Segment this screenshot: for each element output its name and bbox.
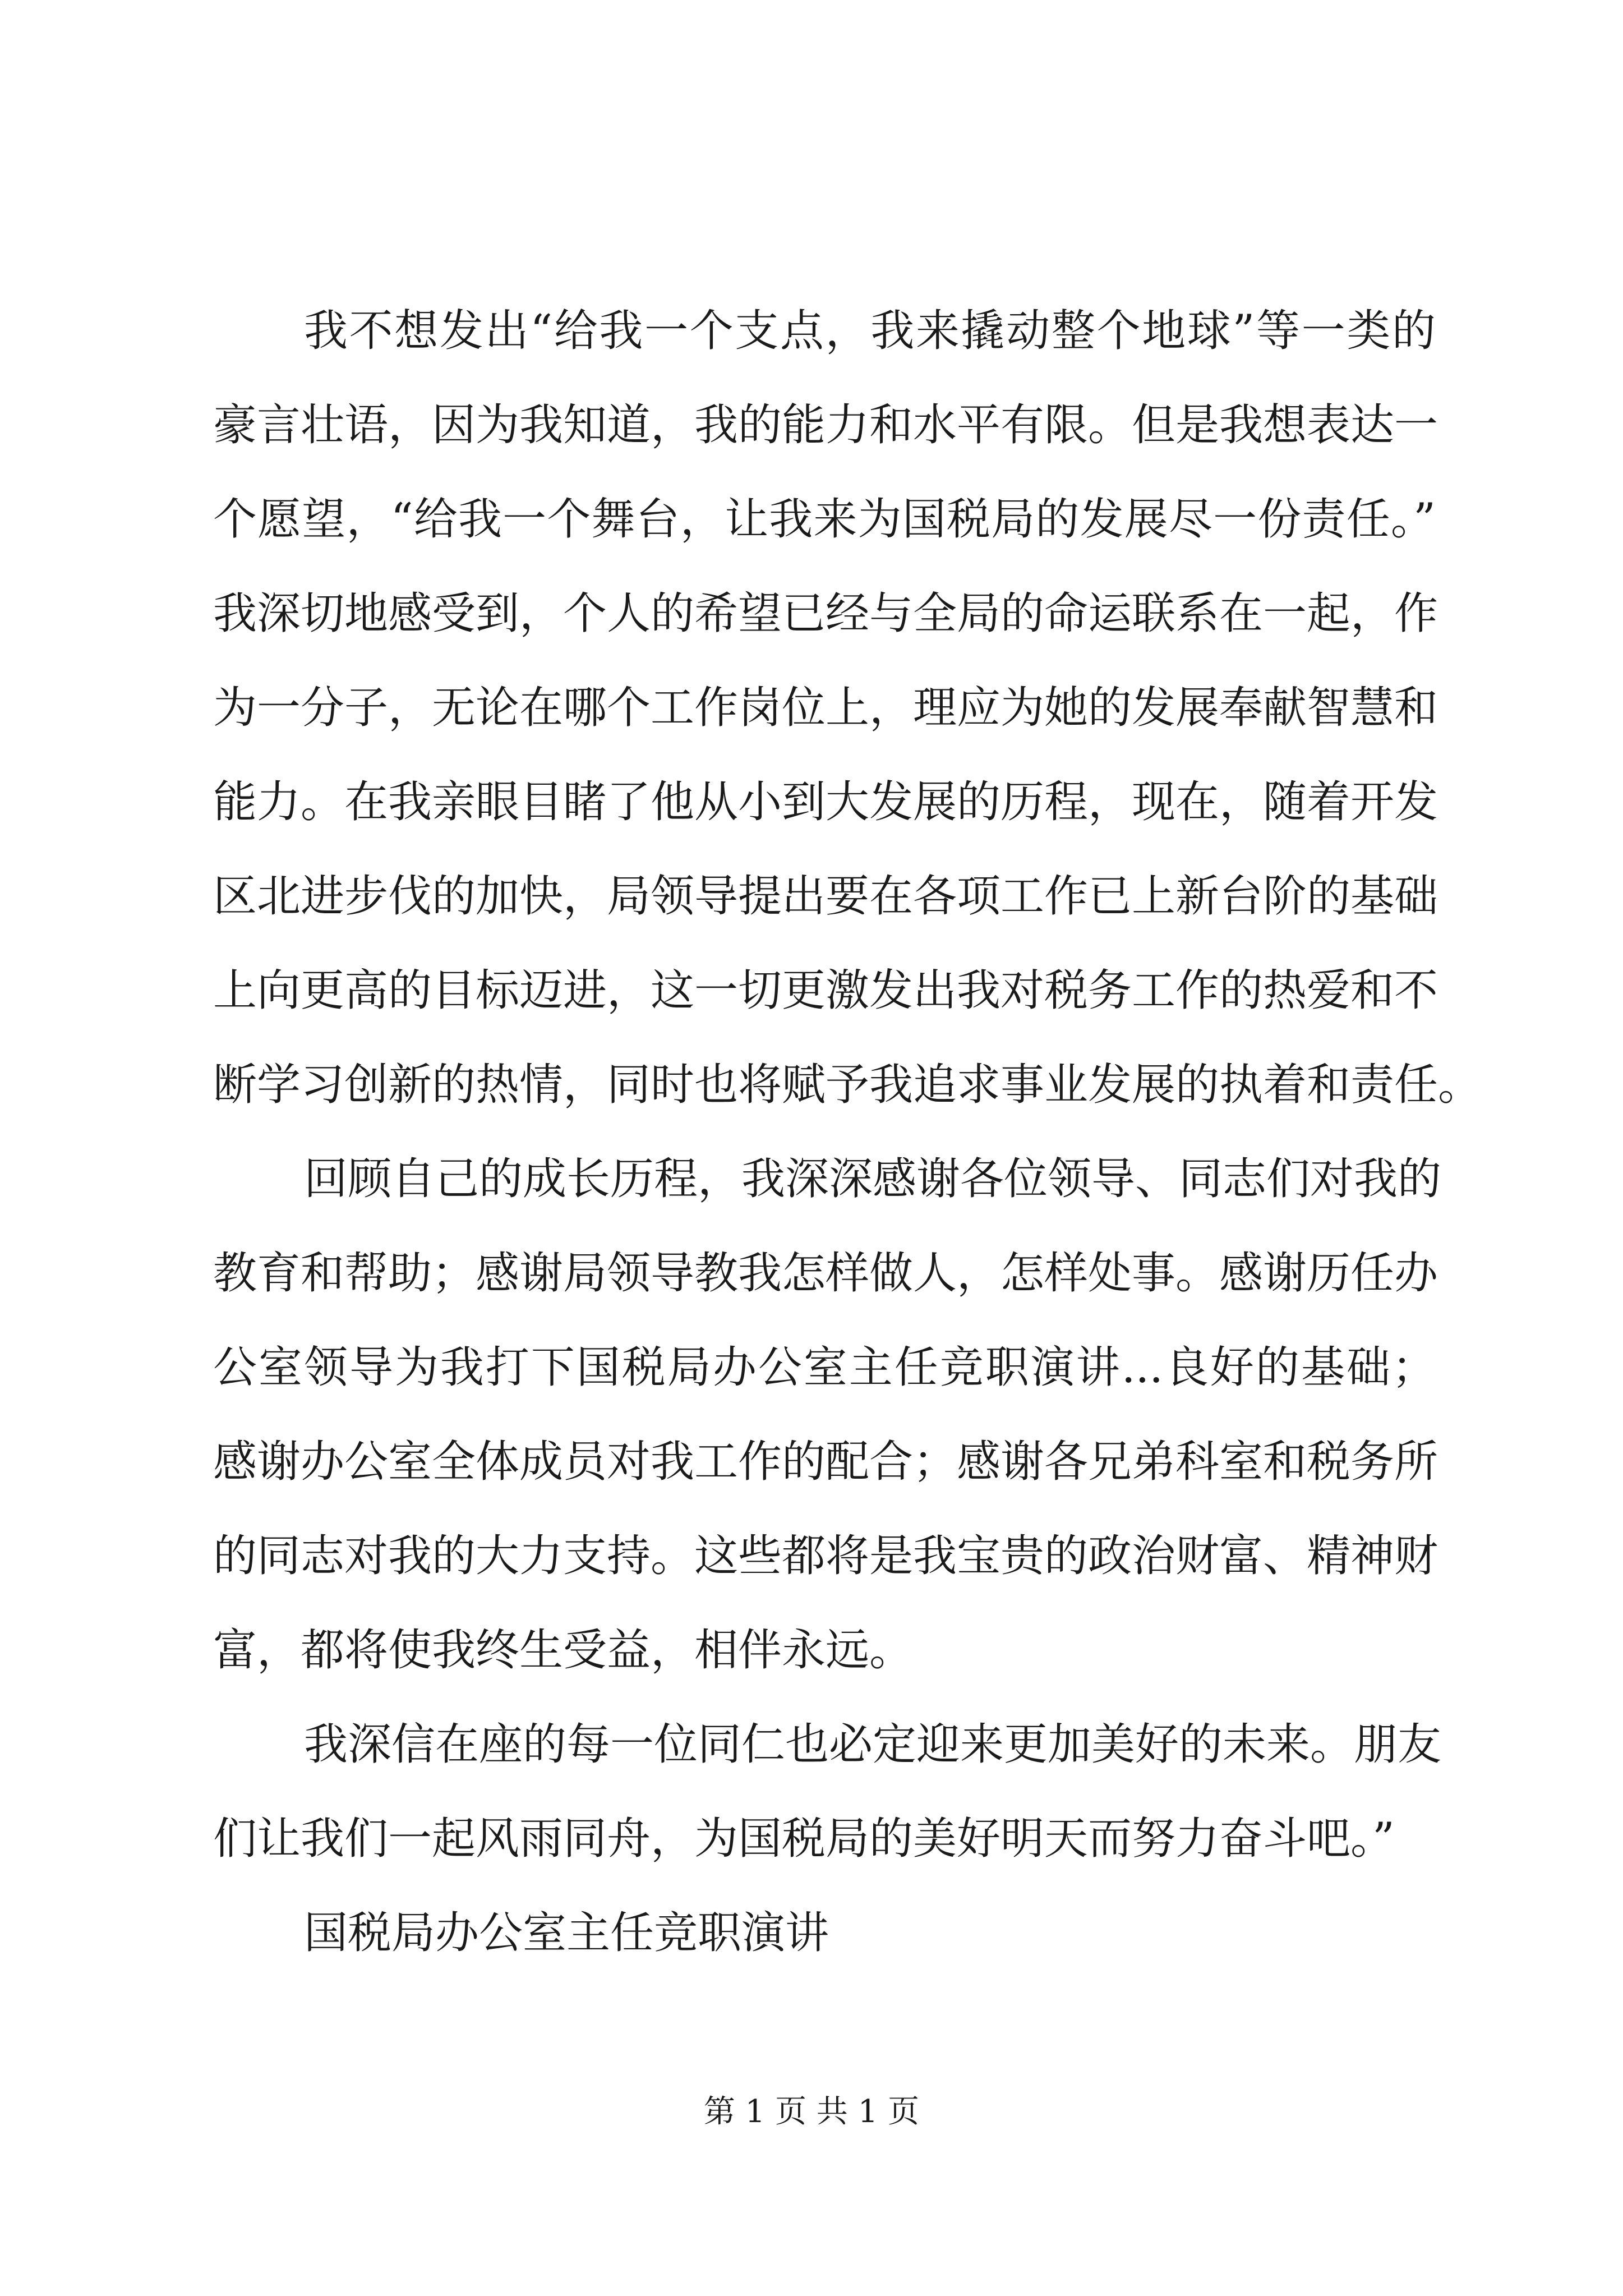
paragraph-3-line-1: 我深信在座的每一位同仁也必定迎来更加美好的未来。朋友 [304, 1719, 1442, 1770]
paragraph-2-line-4: 感谢办公室全体成员对我工作的配合；感谢各兄弟科室和税务所 [213, 1437, 1438, 1487]
paragraph-2-line-2: 教育和帮助；感谢局领导教我怎样做人，怎样处事。感谢历任办 [213, 1248, 1438, 1299]
document-body [213, 300, 1482, 1996]
paragraph-1-line-9: 断学习创新的热情，同时也将赋予我追求事业发展的执着和责任。 [213, 1060, 1482, 1110]
paragraph-1-line-6: 能力。在我亲眼目睹了他从小到大发展的历程，现在，随着开发 [213, 777, 1438, 827]
paragraph-1-line-2: 豪言壮语，因为我知道，我的能力和水平有限。但是我想表达一 [213, 400, 1438, 450]
page-number: 第 1 页 共 1 页 [703, 2093, 920, 2130]
paragraph-2-line-6: 富，都将使我终生受益，相伴永远。 [213, 1625, 914, 1676]
paragraph-2-line-1: 回顾自己的成长历程，我深深感谢各位领导、同志们对我的 [304, 1154, 1442, 1204]
paragraph-1-line-1: 我不想发出“给我一个支点，我来撬动整个地球”等一类的 [304, 306, 1436, 356]
paragraph-3-line-2: 们让我们一起风雨同舟，为国税局的美好明天而努力奋斗吧。” [213, 1814, 1395, 1864]
paragraph-1-line-8: 上向更高的目标迈进，这一切更激发出我对税务工作的热爱和不 [213, 965, 1438, 1016]
paragraph-1-line-3: 个愿望，“给我一个舞台，让我来为国税局的发展尽一份责任。” [213, 494, 1436, 545]
paragraph-1-line-4: 我深切地感受到，个人的希望已经与全局的命运联系在一起，作 [213, 588, 1438, 639]
paragraph-1-line-7: 区北进步伐的加快，局领导提出要在各项工作已上新台阶的基础 [213, 871, 1438, 922]
paragraph-1-line-5: 为一分子，无论在哪个工作岗位上，理应为她的发展奉献智慧和 [213, 683, 1438, 733]
paragraph-2-line-5: 的同志对我的大力支持。这些都将是我宝贵的政治财富、精神财 [213, 1531, 1438, 1581]
page-footer [0, 2090, 1623, 2134]
document-title-line: 国税局办公室主任竞职演讲 [304, 1908, 829, 1958]
paragraph-2-line-3: 公室领导为我打下国税局办公室主任竞职演讲...良好的基础； [213, 1342, 1436, 1393]
